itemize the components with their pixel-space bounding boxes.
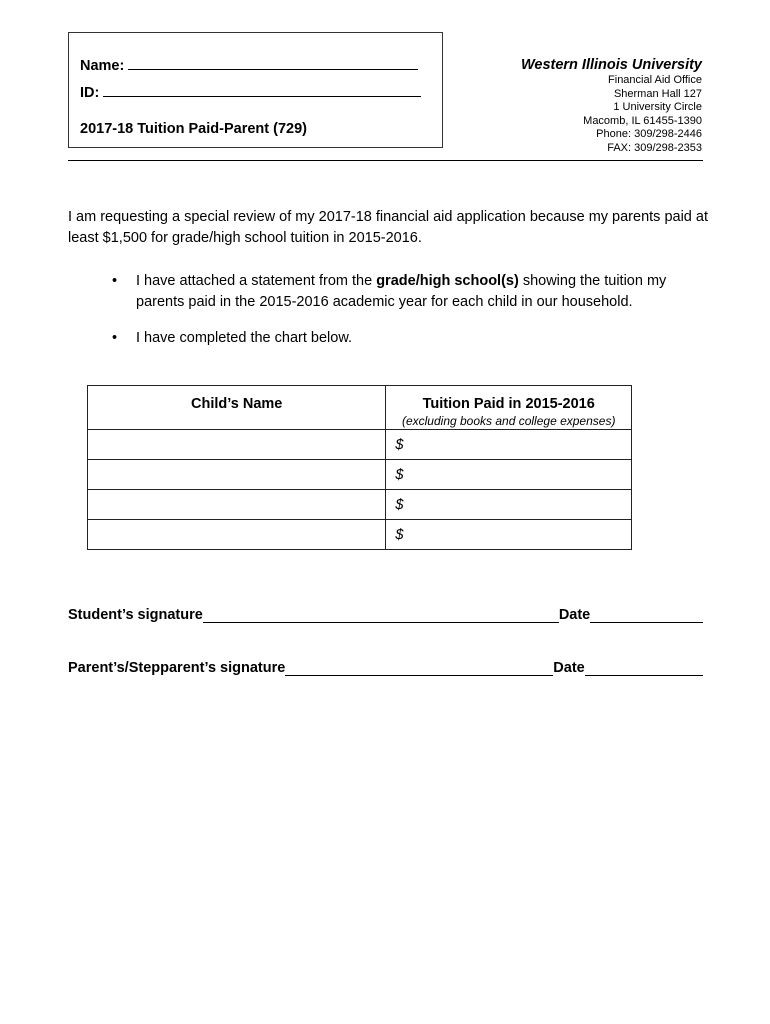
table-row xyxy=(88,430,632,460)
parent-signature-row xyxy=(68,660,703,676)
name-label: Name: xyxy=(80,58,125,74)
child-name-cell[interactable] xyxy=(88,490,386,520)
header-divider xyxy=(68,160,703,161)
building: Sherman Hall 127 xyxy=(613,87,702,100)
form-code: 2017-18 Tuition Paid-Parent (729) xyxy=(80,121,307,137)
child-name-cell[interactable] xyxy=(88,460,386,490)
table-row xyxy=(88,460,632,490)
student-date-label: Date xyxy=(558,607,591,623)
tuition-paid-header-note: (excluding books and college expenses) xyxy=(401,414,616,428)
bullet-icon: • xyxy=(112,273,118,289)
city-state-zip: Macomb, IL 61455-1390 xyxy=(583,114,702,127)
id-line[interactable] xyxy=(103,82,421,97)
tuition-amount-cell[interactable]: $ xyxy=(386,490,632,520)
name-field[interactable] xyxy=(80,55,418,74)
request-statement: I am requesting a special review of my 2017-18 financial aid application because my parents paid at least $1,500 for grade/high school tuition in 2015-2016. xyxy=(68,209,708,246)
table-header-row xyxy=(88,386,632,430)
student-date-line[interactable] xyxy=(590,608,703,623)
name-line[interactable] xyxy=(128,55,418,70)
child-name-cell[interactable] xyxy=(88,520,386,550)
university-name: Western Illinois University xyxy=(520,57,702,73)
parent-signature-line[interactable] xyxy=(285,661,553,676)
phone-number: Phone: 309/298-2446 xyxy=(596,128,702,140)
office-name: Financial Aid Office xyxy=(608,74,702,86)
bullet-text-start: I have attached a statement from the xyxy=(136,273,377,289)
bullet-icon: • xyxy=(112,330,118,346)
tuition-chart xyxy=(87,385,632,550)
tuition-amount-cell[interactable]: $ xyxy=(386,430,632,460)
bullet-text xyxy=(136,271,696,313)
bullet-text-bold: grade/high school(s) xyxy=(376,273,519,289)
parent-signature-label: Parent’s/Stepparent’s signature xyxy=(68,660,286,676)
student-signature-row xyxy=(68,607,703,623)
tuition-amount-cell[interactable]: $ xyxy=(386,460,632,490)
tuition-amount-cell[interactable]: $ xyxy=(386,520,632,550)
tuition-paid-header xyxy=(386,386,632,430)
fax-number: FAX: 309/298-2353 xyxy=(607,141,702,154)
id-label: ID: xyxy=(80,85,100,101)
parent-date-label: Date xyxy=(553,660,585,676)
student-signature-line[interactable] xyxy=(203,608,559,623)
student-signature-label: Student’s signature xyxy=(68,607,203,623)
child-name-cell[interactable] xyxy=(88,430,386,460)
table-row xyxy=(88,520,632,550)
university-address-block xyxy=(521,56,702,155)
street-address: 1 University Circle xyxy=(613,101,702,113)
tuition-paid-header-label: Tuition Paid in 2015-2016 xyxy=(422,396,595,412)
parent-date-line[interactable] xyxy=(585,661,703,676)
bullet-text-end: showing the tuition my parents paid in the 2015-2016 academic year for each child in our household. xyxy=(136,273,667,310)
bullet-text: I have completed the chart below. xyxy=(136,330,353,346)
table-row xyxy=(88,490,632,520)
childs-name-header xyxy=(88,386,386,430)
childs-name-header-label: Child’s Name xyxy=(191,396,283,412)
id-field[interactable] xyxy=(80,82,421,101)
student-info-box xyxy=(68,32,443,148)
